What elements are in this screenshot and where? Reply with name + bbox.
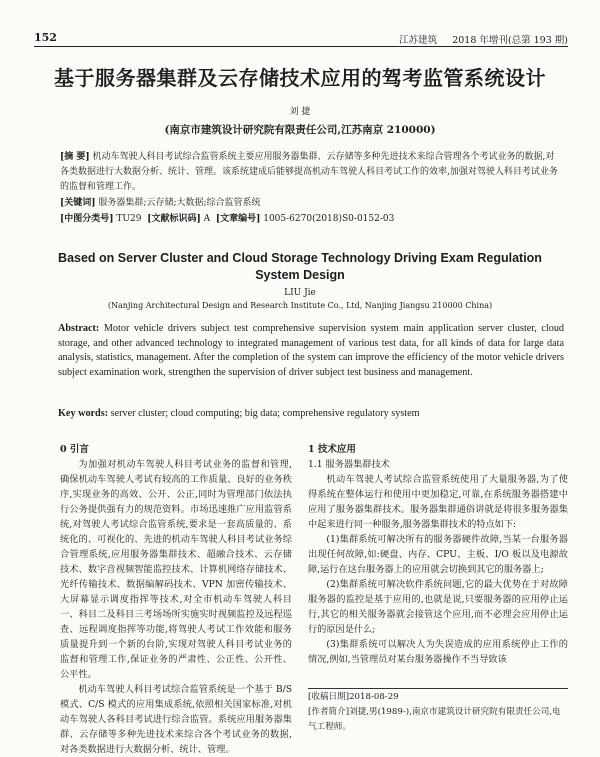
left-column — [60, 442, 292, 757]
right-paragraph-2: (1)集群系统可解决所有的服务器硬件故障,当某一台服务器出现任何故障,如:硬盘、内存、CPU、主板、I/O 板以及电源故障,运行在这台服务器上的应用就会切换到其它的服务器上; — [308, 534, 568, 575]
author-info-text: 刘捷,男(1989-),南京市建筑设计研究院有限责任公司,电气工程师。 — [308, 707, 561, 732]
running-header — [34, 30, 568, 47]
classification-line — [60, 212, 558, 227]
author-info-line — [308, 705, 568, 735]
journal-issue: 2018 年增刊(总第 193 期) — [452, 35, 568, 46]
doc-code: A — [203, 214, 211, 224]
english-abstract — [58, 322, 564, 380]
cn-abstract-label: [摘 要] — [60, 152, 90, 162]
en-abstract-label: Abstract: — [58, 323, 100, 334]
cn-keywords-text: 服务器集群;云存储;大数据;综合监管系统 — [98, 198, 261, 208]
cn-keywords — [60, 196, 558, 211]
cn-abstract — [60, 150, 558, 195]
section-0-heading: 0 引言 — [60, 444, 89, 455]
affiliation: (南京市建筑设计研究院有限责任公司,江苏南京 210000) — [164, 124, 436, 136]
en-keywords-label: Key words: — [58, 408, 109, 419]
subsection-1-1-heading: 1.1 服务器集群技术 — [308, 459, 390, 470]
received-label: [收稿日期] — [308, 692, 350, 702]
class-label: [中图分类号] — [60, 214, 114, 224]
footnote-box — [308, 688, 568, 735]
right-paragraph-3: (2)集群系统可解决软件系统问题,它的最大优势在于对故障服务器的监控是基于应用的,也就是说,只要服务器的应用停止运行,其它的相关服务器就会接管这个应用,而不必理会应用停止运行的原因是什么; — [308, 579, 568, 635]
received-date: 2018-08-29 — [349, 692, 399, 702]
author: 刘 捷 — [289, 107, 311, 117]
right-paragraph-4: (3)集群系统可以解决人为失误造成的应用系统停止工作的情况,例如,当管理员对某台服务器操作不当导致该 — [308, 639, 568, 665]
english-affiliation: (Nanjing Architectural Design and Research Institute Co., Ltd, Nanjing Jiangsu 210000 China) — [107, 301, 493, 310]
paper-title: 基于服务器集群及云存储技术应用的驾考监管系统设计 — [54, 66, 546, 90]
en-keywords-text: server cluster; cloud computing; big data; comprehensive regulatory system — [110, 408, 420, 419]
class-value: TU29 — [116, 214, 142, 224]
left-paragraph-1: 为加强对机动车驾驶人科目考试业务的监督和管理,确保机动车驾驶人考试有较高的工作质量、良好的业务秩序,实现业务的高效、公开、公正,同时为管理部门依法执行公务提供强有力的规范资料。市场迅速推广应用监管系统,对驾驶人考试综合监管系统,要求是一套高质量的、系统化的、可视化的、先进的机动车驾驶人科目考试业务综合管理系统,应用服务器集群技术、超融合技术、云存储技术、数字音视频智能监控技术、计算机网络存储技术、光纤传输技术、数据编解码技术、VPN 加密传输技术、大屏幕显示调度指挥等技术,对全市机动车驾驶人科目一、科目二及科目三考场场所实施实时视频监控及远程巡查、远程调度指挥等功能,将驾驶人考试工作效能和服务质量提升到一个新的台阶,实现对驾驶人科目考试业务的监督和管理工作,保证业务的严肃性、公正性、公开性、公平性。 — [60, 459, 292, 680]
en-abstract-text: Motor vehicle drivers subject test comprehensive supervision system main application server cluster, cloud storage, and other advanced technology to integrated management of various test data, for all kinds of data for large data analysis, statistics, management. After the completion of the system can improve the efficiency of the motor vehicle drivers subject examination work, strengthen the supervision of driver subject test business and management. — [58, 323, 565, 378]
cn-abstract-text: 机动车驾驶人科目考试综合监管系统主要应用服务器集群、云存储等多种先进技术来综合管理各个考试业务的数据,对各类数据进行大数据分析、统计、管理。该系统建成后能够提高机动车驾驶人科目考试工作的效率,加强对驾驶人科目考试业务的监督和管理工作。 — [60, 152, 558, 192]
article-no-label: [文章编号] — [215, 214, 261, 224]
english-keywords — [58, 408, 564, 419]
section-1-heading: 1 技术应用 — [308, 444, 356, 455]
doc-code-label: [文献标识码] — [147, 214, 201, 224]
english-author: LIU Jie — [284, 288, 316, 298]
right-paragraph-1: 机动车驾驶人考试综合监管系统使用了大量服务器,为了使得系统在整体运行和使用中更加稳定,可靠,在系统服务器搭建中应用了服务器集群技术。服务器集群通俗讲就是将很多服务器集中起来进行同一种服务,服务器集群技术的特点如下: — [308, 474, 568, 530]
cn-keywords-label: [关键词] — [60, 198, 96, 208]
right-column — [308, 442, 568, 667]
english-title: Based on Server Cluster and Cloud Storage Technology Driving Exam Regulation System Design — [58, 251, 542, 282]
left-paragraph-2: 机动车驾驶人科目考试综合监管系统是一个基于 B/S 模式、C/S 模式的应用集成系统,依照相关国家标准,对机动车驾驶人各科目考试进行综合监管。系统应用服务器集群、云存储等多种先进技术来综合各个考试业务的数据,对各类数据进行大数据分析、统计、管理。 — [60, 684, 292, 755]
article-no: 1005-6270(2018)S0-0152-03 — [263, 214, 395, 224]
received-line — [308, 690, 568, 705]
author-info-label: [作者简介] — [308, 707, 350, 717]
page-number: 152 — [34, 31, 57, 44]
journal-info — [399, 32, 568, 46]
journal-name: 江苏建筑 — [399, 35, 438, 46]
